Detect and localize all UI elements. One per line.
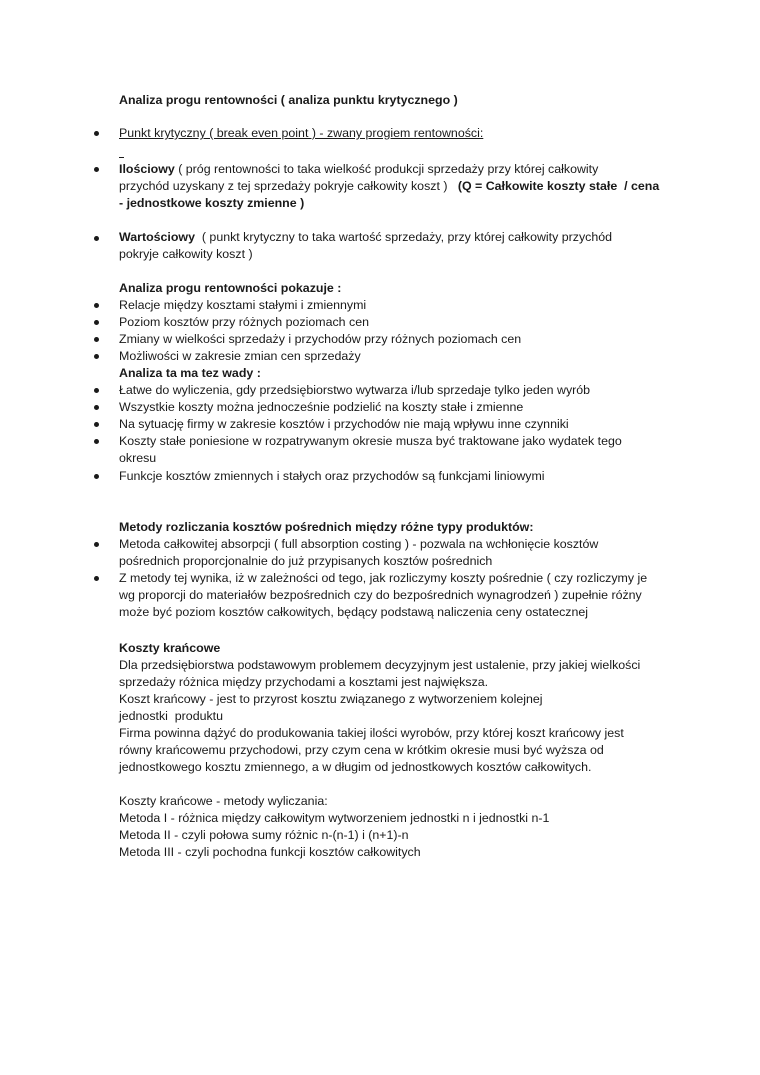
calc-heading: Koszty krańcowe - metody wyliczania: (119, 794, 328, 808)
flaws-item-continuation: okresu (119, 451, 157, 465)
bullet (94, 131, 99, 136)
marginal-line: Dla przedsiębiorstwa podstawowym problemem decyzyjnym jest ustalenie, przy jakiej wielkości (119, 658, 641, 672)
wartosciowy-text-1: ( punkt krytyczny to taka wartość sprzedaży, przy której całkowity przychód (194, 230, 613, 244)
dash-mark (119, 157, 124, 158)
shows-item: Poziom kosztów przy różnych poziomach cen (119, 315, 369, 329)
calc-line: Metoda I - różnica między całkowitym wytworzeniem jednostki n i jednostki n-1 (119, 811, 550, 825)
ilosciowy-formula-1: (Q = Całkowite koszty stałe / cena (457, 179, 660, 193)
ilosciowy-line-2 (119, 178, 659, 195)
ilosciowy-text-1: ( próg rentowności to taka wielkość produkcji sprzedaży przy której całkowity (174, 162, 599, 176)
shows-item: Relacje między kosztami stałymi i zmiennymi (119, 298, 367, 312)
wartosciowy-line-1 (119, 229, 612, 246)
wartosciowy-term: Wartościowy (119, 230, 195, 244)
break-even-heading: Punkt krytyczny ( break even point ) - zwany progiem rentowności: (119, 126, 484, 140)
document-title: Analiza progu rentowności ( analiza punktu krytycznego ) (119, 93, 458, 107)
methods-line: Metoda całkowitej absorpcji ( full absorption costing ) - pozwala na wchłonięcie kosztów (119, 537, 599, 551)
calc-line: Metoda III - czyli pochodna funkcji kosztów całkowitych (119, 845, 421, 859)
flaws-heading: Analiza ta ma tez wady : (119, 366, 261, 380)
bullet (94, 236, 99, 241)
bullet (94, 422, 99, 427)
marginal-line: jednostkowego kosztu zmiennego, a w długim od jednostkowych kosztów całkowitych. (119, 760, 592, 774)
flaws-item: Wszystkie koszty można jednocześnie podzielić na koszty stałe i zmienne (119, 400, 524, 414)
shows-item: Zmiany w wielkości sprzedaży i przychodów przy różnych poziomach cen (119, 332, 522, 346)
ilosciowy-term: Ilościowy (119, 162, 175, 176)
flaws-item: Koszty stałe poniesione w rozpatrywanym okresie musza być traktowane jako wydatek tego (119, 434, 622, 448)
flaws-item: Na sytuację firmy w zakresie kosztów i przychodów nie mają wpływu inne czynniki (119, 417, 569, 431)
flaws-item: Funkcje kosztów zmiennych i stałych oraz przychodów są funkcjami liniowymi (119, 469, 545, 483)
bullet (94, 337, 99, 342)
marginal-line: równy krańcowemu przychodowi, przy czym cena w krótkim okresie musi być wyższa od (119, 743, 604, 757)
ilosciowy-formula-2: - jednostkowe koszty zmienne ) (119, 196, 305, 210)
marginal-line: Koszt krańcowy - jest to przyrost kosztu związanego z wytworzeniem kolejnej (119, 692, 543, 706)
wartosciowy-line-2: pokryje całkowity koszt ) (119, 247, 253, 261)
marginal-line: jednostki produktu (119, 709, 224, 723)
ilosciowy-line-1 (119, 161, 598, 178)
bullet (94, 354, 99, 359)
shows-heading: Analiza progu rentowności pokazuje : (119, 281, 342, 295)
bullet (94, 439, 99, 444)
bullet (94, 320, 99, 325)
methods-line: Z metody tej wynika, iż w zależności od tego, jak rozliczymy koszty pośrednie ( czy rozliczymy je (119, 571, 648, 585)
marginal-line: Firma powinna dążyć do produkowania takiej ilości wyrobów, przy której koszt krańcowy jest (119, 726, 624, 740)
bullet (94, 405, 99, 410)
bullet (94, 474, 99, 479)
methods-line: pośrednich proporcjonalnie do już przypisanych kosztów pośrednich (119, 554, 493, 568)
marginal-line: sprzedaży różnica między przychodami a kosztami jest największa. (119, 675, 489, 689)
methods-line: może być poziom kosztów całkowitych, będący podstawą naliczenia ceny ostatecznej (119, 605, 589, 619)
bullet (94, 542, 99, 547)
marginal-heading: Koszty krańcowe (119, 641, 221, 655)
ilosciowy-text-2: przychód uzyskany z tej sprzedaży pokryje całkowity koszt ) (119, 179, 458, 193)
bullet (94, 388, 99, 393)
methods-line: wg proporcji do materiałów bezpośrednich czy do bezpośrednich wynagrodzeń ) zupełnie różny (119, 588, 642, 602)
bullet (94, 303, 99, 308)
methods-heading: Metody rozliczania kosztów pośrednich między różne typy produktów: (119, 520, 534, 534)
bullet (94, 167, 99, 172)
bullet (94, 576, 99, 581)
shows-item: Możliwości w zakresie zmian cen sprzedaży (119, 349, 361, 363)
flaws-item: Łatwe do wyliczenia, gdy przedsiębiorstwo wytwarza i/lub sprzedaje tylko jeden wyrób (119, 383, 591, 397)
calc-line: Metoda II - czyli połowa sumy różnic n-(n-1) i (n+1)-n (119, 828, 409, 842)
